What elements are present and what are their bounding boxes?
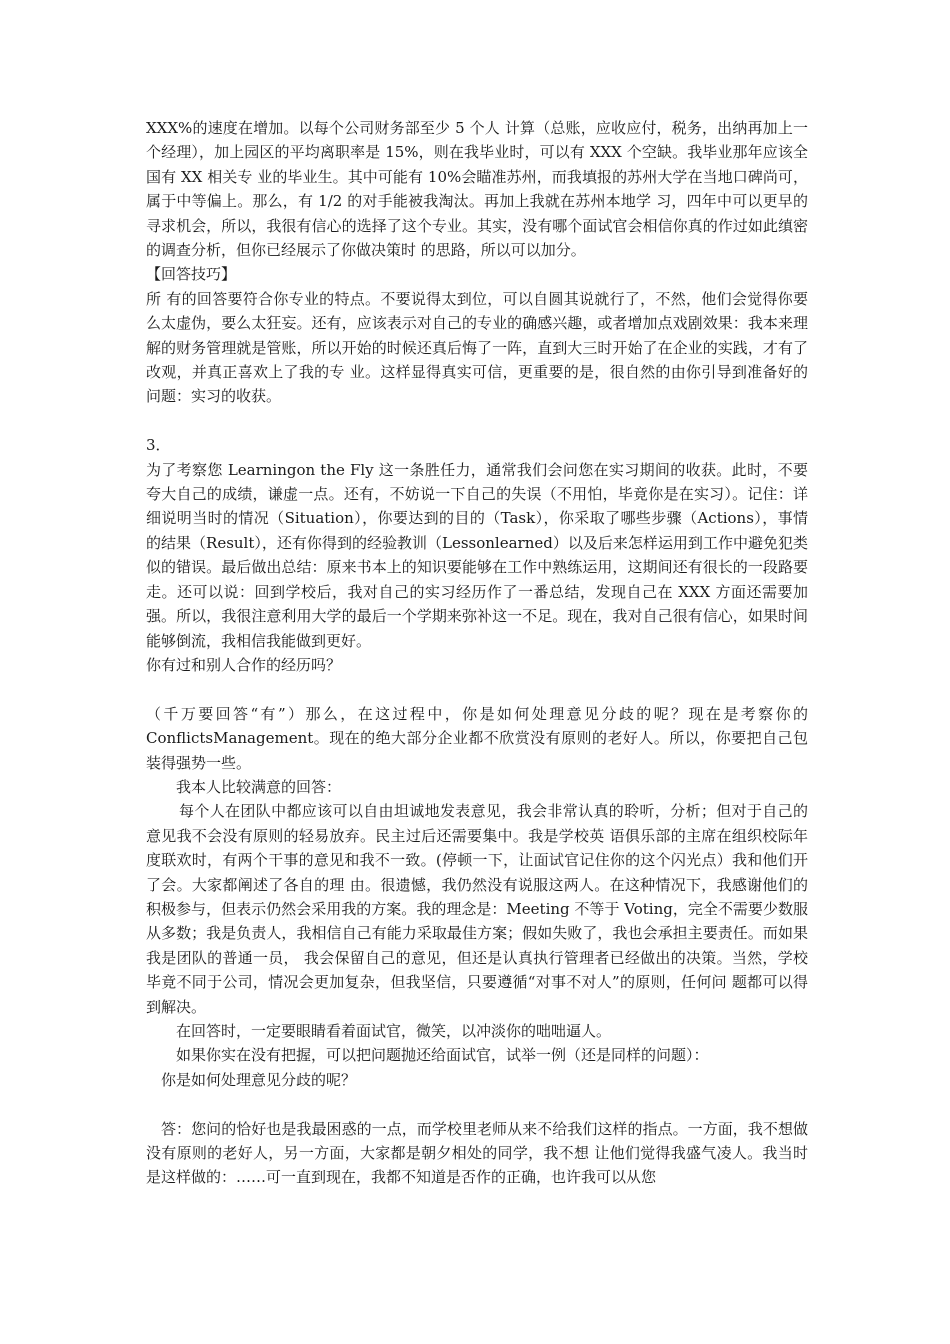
question-cooperation: 你有过和别人合作的经历吗？ bbox=[146, 655, 342, 674]
heading-answer-tips: 【回答技巧】 bbox=[146, 265, 237, 284]
question-disagreement: 你是如何处理意见分歧的呢？ bbox=[161, 1070, 357, 1089]
blank-line bbox=[146, 677, 808, 701]
paragraph-answer: 答：您问的恰好也是我最困惑的一点，而学校里老师从来不给我们这样的指点。一方面，我不想做没有原则的老好人，另一方面，大家都是朝夕相处的同学，我不想 让他们觉得我盛气凌人。我当时是这样做的：……可一直到现在，我都不知道是否作的正确，也许我可以从您 bbox=[146, 1119, 808, 1187]
blank-line bbox=[146, 1092, 808, 1116]
paragraph-statistics: XXX%的速度在增加。以每个公司财务部至少 5 个人 计算（总账，应收应付，税务，出纳再加上一个经理），加上园区的平均离职率是 15%，则在我毕业时，可以有 XXX 个空缺。我毕业那年应该全国有 XX 相关专 业的毕业生。其中可能有 10%会瞄准苏州，而我填报的苏州大学在当地口碑尚可，属于中等偏上。那么，有 1/2 的对手能被我淘汰。再加上我就在苏州本地学 习，四年中可以更早的寻求机会，所以，我很有信心的选择了这个专业。其实，没有哪个面试官会相信你真的作过如此缜密的调查分析，但你已经展示了你做决策时 的思路，所以可以加分。 bbox=[146, 119, 808, 260]
paragraph-answer-tips: 所 有的回答要符合你专业的特点。不要说得太到位，可以自圆其说就行了，不然，他们会觉得你要么太虚伪，要么太狂妄。还有，应该表示对自己的专业的确感兴趣，或者增加点戏剧效果：我本来理解的财务管理就是管账，所以开始的时候还真后悔了一阵，直到大三时开始了在企业的实践，才有了改观，并真正喜欢上了我的专 业。这样显得真实可信，更重要的是，很自然的由你引导到准备好的问题：实习的收获。 bbox=[146, 289, 808, 406]
paragraph-conflicts: （千万要回答“有”）那么，在这过程中，你是如何处理意见分歧的呢？现在是考察你的 ConflictsManagement。现在的绝大部分企业都不欣赏没有原则的老好人。所以，你要把自己包装得强势一些。 bbox=[146, 704, 808, 772]
document-body bbox=[146, 116, 808, 1190]
paragraph-team-opinion: 每个人在团队中都应该可以自由坦诚地发表意见，我会非常认真的聆听，分析；但对于自己的意见我不会没有原则的轻易放弃。民主过后还需要集中。我是学校英 语俱乐部的主席在组织校际年度联欢时，有两个干事的意见和我不一致。(停顿一下，让面试官记住你的这个闪光点）我和他们开了会。大家都阐述了各自的理 由。很遗憾，我仍然没有说服这两人。在这种情况下，我感谢他们的积极参与，但表示仍然会采用我的方案。我的理念是：Meeting 不等于 Voting，完全不需要少数服从多数；我是负责人，我相信自己有能力采取最佳方案；假如失败了，我也会承担主要责任。而如果我是团队的普通一员， 我会保留自己的意见，但还是认真执行管理者已经做出的决策。当然，学校毕竟不同于公司，情况会更加复杂，但我坚信，只要遵循“对事不对人”的原则，任何问 题都可以得到解决。 bbox=[146, 802, 808, 1016]
paragraph-eye-contact: 在回答时，一定要眼睛看着面试官，微笑，以冲淡你的咄咄逼人。 bbox=[176, 1022, 612, 1040]
blank-line bbox=[146, 409, 808, 433]
paragraph-return-question: 如果你实在没有把握，可以把问题抛还给面试官，试举一例（还是同样的问题）： bbox=[176, 1046, 709, 1065]
paragraph-internship: 为了考察您 Learningon the Fly 这一条胜任力，通常我们会问您在实习期间的收获。此时，不要夸大自己的成绩，谦虚一点。还有，不妨说一下自己的失误（不用怕，毕竟你是在实习）。记住：详细说明当时的情况（Situation），你要达到的目的（Task），你采取了哪些步骤（Actions），事情的结果（Result），还有你得到的经验教训（Lessonlearned）以及后来怎样运用到工作中避免犯类似的错误。最后做出总结：原来书本上的知识要能够在工作中熟练运用，这期间还有很长的一段路要走。还可以说：回到学校后，我对自己的实习经历作了一番总结，发现自己在 XXX 方面还需要加强。所以，我很注意利用大学的最后一个学期来弥补这一不足。现在，我对自己很有信心，如果时间能够倒流，我相信我能做到更好。 bbox=[146, 460, 808, 650]
paragraph-satisfied-answer: 我本人比较满意的回答： bbox=[176, 777, 342, 796]
section-number: 3． bbox=[146, 436, 171, 455]
